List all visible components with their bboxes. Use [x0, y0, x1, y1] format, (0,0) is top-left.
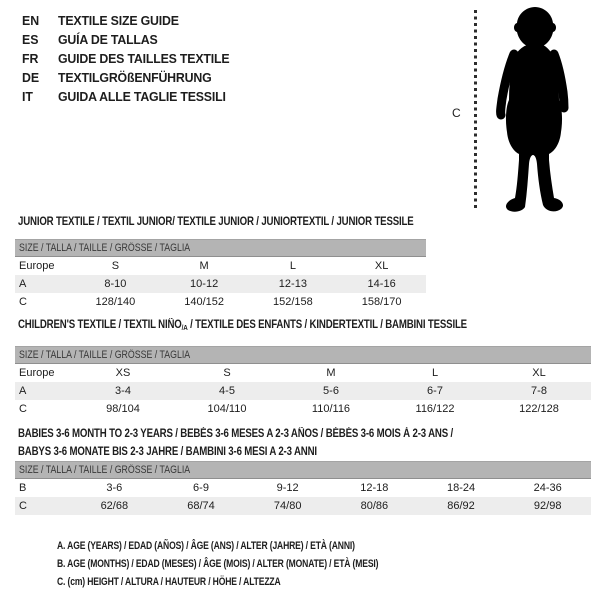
size-cell: 74/80: [273, 500, 302, 512]
size-cell: 6-7: [427, 385, 443, 397]
language-title: TEXTILE SIZE GUIDE: [58, 13, 179, 28]
size-cell: 140/152: [184, 296, 224, 308]
size-cell: 6-9: [193, 482, 209, 494]
size-table-header: [15, 239, 426, 257]
language-title: GUIDA ALLE TAGLIE TESSILI: [58, 89, 226, 104]
row-label: Europe: [19, 367, 55, 379]
baby-silhouette-icon: [482, 4, 586, 216]
table-row: [15, 479, 591, 497]
section-title-children-sub: /A: [181, 323, 188, 332]
size-cell: 62/68: [100, 500, 129, 512]
section-title-babies: [18, 425, 536, 461]
footnote-a: A. AGE (YEARS) / EDAD (AÑOS) / ÂGE (ANS) / ALTER (JAHRE) / ETÀ (ANNI): [57, 540, 355, 552]
size-cell: XS: [115, 367, 131, 379]
table-row: [15, 400, 591, 418]
section-title-babies-line1: BABIES 3-6 MONTH TO 2-3 YEARS / BEBÉS 3-6 MESES A 2-3 AÑOS / BÉBÉS 3-6 MOIS À 2-3 ANS /: [18, 428, 454, 440]
row-label: C: [19, 500, 27, 512]
size-cell: XL: [532, 367, 546, 379]
size-cell: 98/104: [106, 403, 140, 415]
size-table-children: [15, 346, 591, 418]
size-cell: 110/116: [311, 403, 351, 415]
size-cell: XL: [374, 260, 389, 272]
language-row: [22, 11, 238, 30]
size-cell: 4-5: [219, 385, 235, 397]
size-cell: 8-10: [104, 278, 127, 290]
row-label: B: [19, 482, 27, 494]
language-code: FR: [22, 51, 39, 66]
language-row: [22, 30, 238, 49]
language-row: [22, 87, 238, 106]
size-cell: 158/170: [361, 296, 402, 308]
section-title-children-post: / TEXTILE DES ENFANTS / KINDERTEXTIL / BAMBINI TESSILE: [187, 319, 467, 331]
size-cell: L: [431, 367, 439, 379]
size-cell: 104/110: [207, 403, 247, 415]
size-cell: 116/122: [415, 403, 455, 415]
table-row: [15, 497, 591, 515]
row-label: C: [19, 296, 27, 308]
size-cell: 122/128: [519, 403, 559, 415]
size-cell: 10-12: [190, 278, 219, 290]
table-row: [15, 293, 426, 311]
size-table-header-label: SIZE / TALLA / TAILLE / GRÖSSE / TAGLIA: [19, 242, 191, 254]
table-row: [15, 275, 426, 293]
size-cell: M: [326, 367, 336, 379]
size-table-babies: [15, 461, 591, 515]
section-title-children: [18, 319, 467, 332]
language-title: TEXTILGRÖßENFÜHRUNG: [58, 70, 212, 85]
size-table-header: [15, 346, 591, 364]
row-label: Europe: [19, 260, 55, 272]
size-cell: 92/98: [533, 500, 562, 512]
size-cell: 86/92: [447, 500, 475, 512]
row-label: C: [19, 403, 27, 415]
language-list: [22, 11, 238, 106]
size-cell: 80/86: [360, 500, 389, 512]
size-cell: 3-6: [106, 482, 123, 494]
height-measure-line: [474, 10, 477, 208]
language-code: IT: [22, 89, 33, 104]
size-cell: 3-4: [115, 385, 131, 397]
size-cell: S: [223, 367, 231, 379]
size-cell: 128/140: [95, 296, 136, 308]
size-table-header: [15, 461, 591, 479]
size-cell: 18-24: [446, 482, 476, 494]
size-table-junior: [15, 239, 426, 311]
height-measure-label: C: [452, 106, 461, 120]
size-cell: 152/158: [272, 296, 313, 308]
size-cell: M: [199, 260, 209, 272]
size-cell: 68/74: [187, 500, 215, 512]
language-title: GUIDE DES TAILLES TEXTILE: [58, 51, 230, 66]
language-code: EN: [22, 13, 40, 28]
baby-head: [514, 7, 556, 48]
language-title: GUÍA DE TALLAS: [58, 32, 158, 47]
section-title-babies-line2: BABYS 3-6 MONATE BIS 2-3 JAHRE / BAMBINI 3-6 MESI A 2-3 ANNI: [18, 446, 317, 458]
language-code: ES: [22, 32, 39, 47]
section-title-children-pre: CHILDREN'S TEXTILE / TEXTIL NIÑO: [18, 319, 182, 331]
language-row: [22, 49, 238, 68]
size-cell: 7-8: [531, 385, 547, 397]
table-row: [15, 257, 426, 275]
size-table-header-label: SIZE / TALLA / TAILLE / GRÖSSE / TAGLIA: [19, 349, 191, 361]
size-cell: 5-6: [323, 385, 339, 397]
footnote-b: B. AGE (MONTHS) / EDAD (MESES) / ÂGE (MOIS) / ALTER (MONATE) / ETÀ (MESI): [57, 558, 379, 570]
language-code: DE: [22, 70, 40, 85]
size-cell: L: [289, 260, 296, 272]
size-cell: S: [111, 260, 120, 272]
size-cell: 9-12: [276, 482, 299, 494]
row-label: A: [19, 385, 27, 397]
size-cell: 12-18: [360, 482, 389, 494]
row-label: A: [19, 278, 27, 290]
size-cell: 12-13: [278, 278, 307, 290]
section-title-junior: JUNIOR TEXTILE / TEXTIL JUNIOR/ TEXTILE JUNIOR / JUNIORTEXTIL / JUNIOR TESSILE: [18, 216, 414, 228]
size-cell: 14-16: [367, 278, 396, 290]
language-row: [22, 68, 238, 87]
size-table-header-label: SIZE / TALLA / TAILLE / GRÖSSE / TAGLIA: [19, 464, 191, 476]
size-cell: 24-36: [533, 482, 562, 494]
table-row: [15, 364, 591, 382]
footnote-c: C. (cm) HEIGHT / ALTURA / HAUTEUR / HÖHE / ALTEZZA: [57, 576, 281, 588]
footnotes: [57, 537, 469, 591]
table-row: [15, 382, 591, 400]
